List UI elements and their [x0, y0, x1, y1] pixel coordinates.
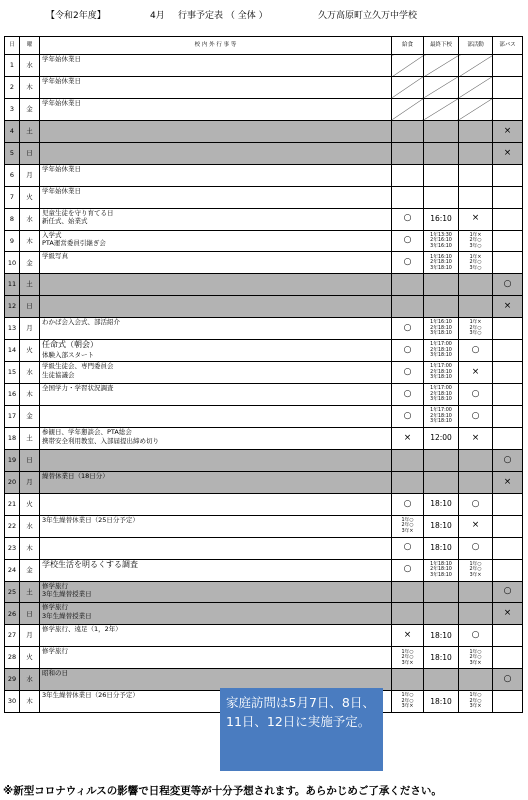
table-row — [5, 340, 523, 362]
lunch-cell — [392, 120, 424, 142]
lunch-cell: ○ — [392, 362, 424, 384]
club-bus-cell — [493, 98, 523, 120]
weekday-cell: 水 — [20, 362, 40, 384]
weekday-cell: 水 — [20, 55, 40, 77]
club-bus-cell — [493, 55, 523, 77]
weekday-cell: 水 — [20, 515, 40, 537]
final-leave-cell — [424, 120, 459, 142]
day-cell: 13 — [5, 318, 20, 340]
table-row — [5, 647, 523, 669]
weekday-cell: 土 — [20, 581, 40, 603]
club-cell — [459, 186, 493, 208]
weekday-cell: 木 — [20, 537, 40, 559]
weekday-cell: 金 — [20, 252, 40, 274]
table-row — [5, 449, 523, 471]
club-bus-cell — [493, 406, 523, 428]
lunch-cell: ○ — [392, 340, 424, 362]
event-text: 昭和の日 — [42, 669, 68, 678]
club-cell: 1年○ 2年○ 3年× — [459, 559, 493, 581]
final-leave-cell — [424, 471, 459, 493]
weekday-cell: 月 — [20, 164, 40, 186]
header-events: 校 内 外 行 事 等 — [40, 37, 392, 55]
home-visit-notice: 家庭訪問は5月7日、8日、11日、12日に実施予定。 — [220, 688, 383, 771]
day-cell: 2 — [5, 76, 20, 98]
final-leave-cell: 1年16:10 2年18:10 3年18:10 — [424, 318, 459, 340]
event-text: 参観日、学年懇談会、PTA総会 — [42, 427, 132, 436]
club-cell — [459, 142, 493, 164]
events-cell — [40, 296, 392, 318]
weekday-cell: 木 — [20, 230, 40, 252]
table-row — [5, 230, 523, 252]
lunch-cell: ○ — [392, 318, 424, 340]
table-row — [5, 362, 523, 384]
club-bus-cell — [493, 252, 523, 274]
events-cell — [40, 647, 392, 669]
events-cell — [40, 98, 392, 120]
lunch-cell: ○ — [392, 230, 424, 252]
table-row — [5, 406, 523, 428]
events-cell — [40, 274, 392, 296]
table-row — [5, 603, 523, 625]
header-club: 部活動 — [459, 37, 493, 55]
day-cell: 18 — [5, 427, 20, 449]
day-cell: 28 — [5, 647, 20, 669]
title-school: 久万高原町立久万中学校 — [318, 11, 418, 21]
final-leave-cell — [424, 164, 459, 186]
day-cell: 25 — [5, 581, 20, 603]
table-row — [5, 625, 523, 647]
event-text: PTA運営委員引継ぎ会 — [42, 239, 106, 248]
table-row — [5, 186, 523, 208]
event-text: 繰替休業日（18日分） — [42, 471, 109, 480]
weekday-cell: 金 — [20, 559, 40, 581]
event-text: 児童生徒を守り育てる日 — [42, 208, 114, 217]
header-day: 日 — [5, 37, 20, 55]
final-leave-cell: 16:10 — [424, 208, 459, 230]
lunch-cell — [392, 274, 424, 296]
event-text: 学年始休業日 — [42, 55, 81, 63]
club-cell — [459, 164, 493, 186]
events-cell — [40, 406, 392, 428]
event-text: 3年生繰替授業日 — [42, 612, 92, 621]
header-lunch: 給食 — [392, 37, 424, 55]
club-cell: ○ — [459, 340, 493, 362]
events-cell — [40, 76, 392, 98]
table-row — [5, 471, 523, 493]
events-cell — [40, 625, 392, 647]
lunch-cell: ○ — [392, 406, 424, 428]
club-cell: 1年× 2年○ 3年○ — [459, 230, 493, 252]
final-leave-cell: 1年18:10 2年18:10 3年18:10 — [424, 559, 459, 581]
weekday-cell: 火 — [20, 647, 40, 669]
day-cell: 20 — [5, 471, 20, 493]
event-text: 学年始休業日 — [42, 76, 81, 85]
club-cell — [459, 120, 493, 142]
club-bus-cell: ○ — [493, 449, 523, 471]
lunch-cell — [392, 98, 424, 120]
final-leave-cell — [424, 186, 459, 208]
club-cell — [459, 55, 493, 77]
final-leave-cell — [424, 55, 459, 77]
table-row — [5, 515, 523, 537]
club-bus-cell — [493, 537, 523, 559]
event-text: 学年始休業日 — [42, 164, 81, 173]
events-cell — [40, 208, 392, 230]
club-cell: × — [459, 208, 493, 230]
club-cell — [459, 274, 493, 296]
header-final-leave: 最終下校 — [424, 37, 459, 55]
table-row — [5, 55, 523, 77]
table-row — [5, 493, 523, 515]
table-row — [5, 98, 523, 120]
club-bus-cell — [493, 76, 523, 98]
final-leave-cell: 18:10 — [424, 537, 459, 559]
header-club-bus: 部バス — [493, 37, 523, 55]
weekday-cell: 金 — [20, 98, 40, 120]
event-text: 修学旅行 — [42, 581, 68, 590]
table-row — [5, 318, 523, 340]
event-text: 入学式 — [42, 230, 62, 239]
events-cell — [40, 603, 392, 625]
club-bus-cell — [493, 164, 523, 186]
table-row — [5, 427, 523, 449]
club-bus-cell — [493, 559, 523, 581]
weekday-cell: 火 — [20, 493, 40, 515]
final-leave-cell: 1年16:10 2年18:10 3年18:10 — [424, 252, 459, 274]
club-bus-cell: × — [493, 603, 523, 625]
final-leave-cell — [424, 98, 459, 120]
club-bus-cell — [493, 362, 523, 384]
day-cell: 19 — [5, 449, 20, 471]
day-cell: 22 — [5, 515, 20, 537]
final-leave-cell: 18:10 — [424, 515, 459, 537]
lunch-cell: × — [392, 427, 424, 449]
club-cell — [459, 449, 493, 471]
final-leave-cell: 1年17:00 2年18:10 3年18:10 — [424, 340, 459, 362]
weekday-cell: 土 — [20, 427, 40, 449]
events-cell — [40, 186, 392, 208]
weekday-cell: 木 — [20, 384, 40, 406]
final-leave-cell: 1年13:30 2年16:10 3年16:10 — [424, 230, 459, 252]
final-leave-cell: 1年17:00 2年18:10 3年18:10 — [424, 384, 459, 406]
weekday-cell: 土 — [20, 274, 40, 296]
title-doc-name: 行事予定表 （ 全体 ） — [178, 11, 268, 21]
club-bus-cell — [493, 340, 523, 362]
final-leave-cell — [424, 603, 459, 625]
table-row — [5, 252, 523, 274]
event-text: 修学旅行、遠足（1，2年） — [42, 625, 122, 634]
lunch-cell — [392, 55, 424, 77]
day-cell: 27 — [5, 625, 20, 647]
day-cell: 4 — [5, 120, 20, 142]
events-cell — [40, 384, 392, 406]
weekday-cell: 月 — [20, 318, 40, 340]
club-cell: × — [459, 362, 493, 384]
event-text: 生徒協議会 — [42, 370, 75, 379]
club-cell: 1年× 2年○ 3年○ — [459, 318, 493, 340]
event-text: 任命式（朝会） — [42, 340, 98, 350]
events-cell — [40, 55, 392, 77]
events-cell — [40, 537, 392, 559]
events-cell — [40, 164, 392, 186]
final-leave-cell: 12:00 — [424, 427, 459, 449]
event-text: 3年生繰替休業日（25日分予定） — [42, 515, 139, 524]
final-leave-cell — [424, 449, 459, 471]
weekday-cell: 日 — [20, 603, 40, 625]
club-cell — [459, 603, 493, 625]
events-cell — [40, 252, 392, 274]
event-text: 学級写真 — [42, 252, 68, 261]
club-cell — [459, 76, 493, 98]
weekday-cell: 日 — [20, 142, 40, 164]
lunch-cell — [392, 603, 424, 625]
lunch-cell: ○ — [392, 537, 424, 559]
weekday-cell: 日 — [20, 296, 40, 318]
day-cell: 12 — [5, 296, 20, 318]
club-cell: ○ — [459, 384, 493, 406]
events-cell — [40, 230, 392, 252]
table-row — [5, 296, 523, 318]
weekday-cell: 木 — [20, 691, 40, 713]
club-bus-cell — [493, 515, 523, 537]
lunch-cell: 1年○ 2年○ 3年× — [392, 691, 424, 713]
day-cell: 14 — [5, 340, 20, 362]
event-text: 新任式、始業式 — [42, 217, 88, 226]
final-leave-cell: 18:10 — [424, 625, 459, 647]
club-bus-cell — [493, 691, 523, 713]
final-leave-cell — [424, 669, 459, 691]
weekday-cell: 水 — [20, 669, 40, 691]
club-bus-cell: ○ — [493, 669, 523, 691]
lunch-cell: ○ — [392, 208, 424, 230]
day-cell: 5 — [5, 142, 20, 164]
day-cell: 15 — [5, 362, 20, 384]
day-cell: 10 — [5, 252, 20, 274]
weekday-cell: 日 — [20, 449, 40, 471]
weekday-cell: 木 — [20, 76, 40, 98]
club-bus-cell: ○ — [493, 581, 523, 603]
lunch-cell — [392, 581, 424, 603]
final-leave-cell — [424, 142, 459, 164]
lunch-cell: ○ — [392, 384, 424, 406]
club-bus-cell — [493, 625, 523, 647]
day-cell: 29 — [5, 669, 20, 691]
events-cell — [40, 515, 392, 537]
club-bus-cell — [493, 427, 523, 449]
club-bus-cell — [493, 493, 523, 515]
club-cell: × — [459, 427, 493, 449]
event-text: 携帯安全利用教室、入部届提出締め切り — [42, 436, 159, 445]
events-cell — [40, 559, 392, 581]
lunch-cell — [392, 186, 424, 208]
table-row — [5, 384, 523, 406]
lunch-cell — [392, 669, 424, 691]
day-cell: 30 — [5, 691, 20, 713]
event-text: 学校生活を明るくする調査 — [42, 559, 138, 569]
club-cell: 1年○ 2年○ 3年× — [459, 647, 493, 669]
club-cell — [459, 471, 493, 493]
lunch-cell — [392, 296, 424, 318]
club-cell: 1年× 2年○ 3年○ — [459, 252, 493, 274]
lunch-cell: ○ — [392, 493, 424, 515]
day-cell: 17 — [5, 406, 20, 428]
lunch-cell — [392, 449, 424, 471]
table-row — [5, 208, 523, 230]
club-cell: ○ — [459, 537, 493, 559]
event-text: 学級生徒会、専門委員会 — [42, 362, 114, 371]
events-cell — [40, 318, 392, 340]
club-cell: ○ — [459, 406, 493, 428]
table-row — [5, 537, 523, 559]
lunch-cell: × — [392, 625, 424, 647]
final-leave-cell: 18:10 — [424, 691, 459, 713]
header-weekday: 曜 — [20, 37, 40, 55]
day-cell: 3 — [5, 98, 20, 120]
lunch-cell — [392, 142, 424, 164]
day-cell: 8 — [5, 208, 20, 230]
club-cell — [459, 669, 493, 691]
events-cell — [40, 120, 392, 142]
table-row — [5, 142, 523, 164]
final-leave-cell — [424, 296, 459, 318]
day-cell: 21 — [5, 493, 20, 515]
lunch-cell: ○ — [392, 252, 424, 274]
schedule-table — [4, 36, 523, 713]
lunch-cell: 1年○ 2年○ 3年× — [392, 647, 424, 669]
header-row — [5, 37, 523, 55]
club-cell — [459, 581, 493, 603]
club-cell — [459, 98, 493, 120]
final-leave-cell — [424, 274, 459, 296]
title-era: 【令和2年度】 — [46, 11, 106, 21]
table-row — [5, 120, 523, 142]
club-bus-cell — [493, 647, 523, 669]
table-row — [5, 164, 523, 186]
event-text: 学年始休業日 — [42, 98, 81, 107]
lunch-cell: ○ — [392, 559, 424, 581]
event-text: 修学旅行 — [42, 603, 68, 612]
day-cell: 16 — [5, 384, 20, 406]
events-cell — [40, 471, 392, 493]
club-cell: ○ — [459, 493, 493, 515]
event-text: 体験入部スタート — [42, 350, 94, 359]
weekday-cell: 金 — [20, 406, 40, 428]
table-row — [5, 76, 523, 98]
day-cell: 11 — [5, 274, 20, 296]
day-cell: 6 — [5, 164, 20, 186]
event-text: 3年生繰替授業日 — [42, 590, 92, 599]
club-bus-cell — [493, 230, 523, 252]
events-cell — [40, 142, 392, 164]
weekday-cell: 火 — [20, 186, 40, 208]
events-cell — [40, 427, 392, 449]
final-leave-cell: 1年17:00 2年18:10 3年18:10 — [424, 406, 459, 428]
day-cell: 26 — [5, 603, 20, 625]
club-bus-cell: × — [493, 142, 523, 164]
weekday-cell: 土 — [20, 120, 40, 142]
day-cell: 1 — [5, 55, 20, 77]
event-text: わかば会入会式、部活紹介 — [42, 318, 120, 327]
club-cell — [459, 296, 493, 318]
title-month: 4月 — [150, 11, 165, 21]
club-bus-cell: ○ — [493, 274, 523, 296]
final-leave-cell: 18:10 — [424, 647, 459, 669]
table-row — [5, 559, 523, 581]
club-cell: × — [459, 515, 493, 537]
footer-note: ※新型コロナウィルスの影響で日程変更等が十分予想されます。あらかじめご了承ください。 — [3, 785, 442, 797]
club-bus-cell — [493, 208, 523, 230]
club-bus-cell — [493, 186, 523, 208]
club-cell: 1年○ 2年○ 3年× — [459, 691, 493, 713]
lunch-cell — [392, 471, 424, 493]
event-text: 3年生繰替休業日（26日分予定） — [42, 691, 139, 700]
weekday-cell: 水 — [20, 208, 40, 230]
club-bus-cell — [493, 384, 523, 406]
event-text: 修学旅行 — [42, 647, 68, 656]
final-leave-cell: 18:10 — [424, 493, 459, 515]
final-leave-cell: 1年17:00 2年18:10 3年18:10 — [424, 362, 459, 384]
table-row — [5, 581, 523, 603]
lunch-cell — [392, 164, 424, 186]
final-leave-cell — [424, 76, 459, 98]
club-bus-cell: × — [493, 296, 523, 318]
day-cell: 24 — [5, 559, 20, 581]
table-row — [5, 274, 523, 296]
day-cell: 7 — [5, 186, 20, 208]
events-cell — [40, 449, 392, 471]
document-title — [0, 8, 528, 24]
lunch-cell — [392, 76, 424, 98]
club-cell: ○ — [459, 625, 493, 647]
events-cell — [40, 493, 392, 515]
final-leave-cell — [424, 581, 459, 603]
weekday-cell: 月 — [20, 471, 40, 493]
club-bus-cell: × — [493, 471, 523, 493]
events-cell — [40, 581, 392, 603]
day-cell: 9 — [5, 230, 20, 252]
day-cell: 23 — [5, 537, 20, 559]
events-cell — [40, 362, 392, 384]
club-bus-cell — [493, 318, 523, 340]
event-text: 学年始休業日 — [42, 186, 81, 195]
weekday-cell: 月 — [20, 625, 40, 647]
lunch-cell: 1年○ 2年○ 3年× — [392, 515, 424, 537]
event-text: 全国学力・学習状況調査 — [42, 384, 114, 393]
events-cell — [40, 340, 392, 362]
weekday-cell: 火 — [20, 340, 40, 362]
club-bus-cell: × — [493, 120, 523, 142]
